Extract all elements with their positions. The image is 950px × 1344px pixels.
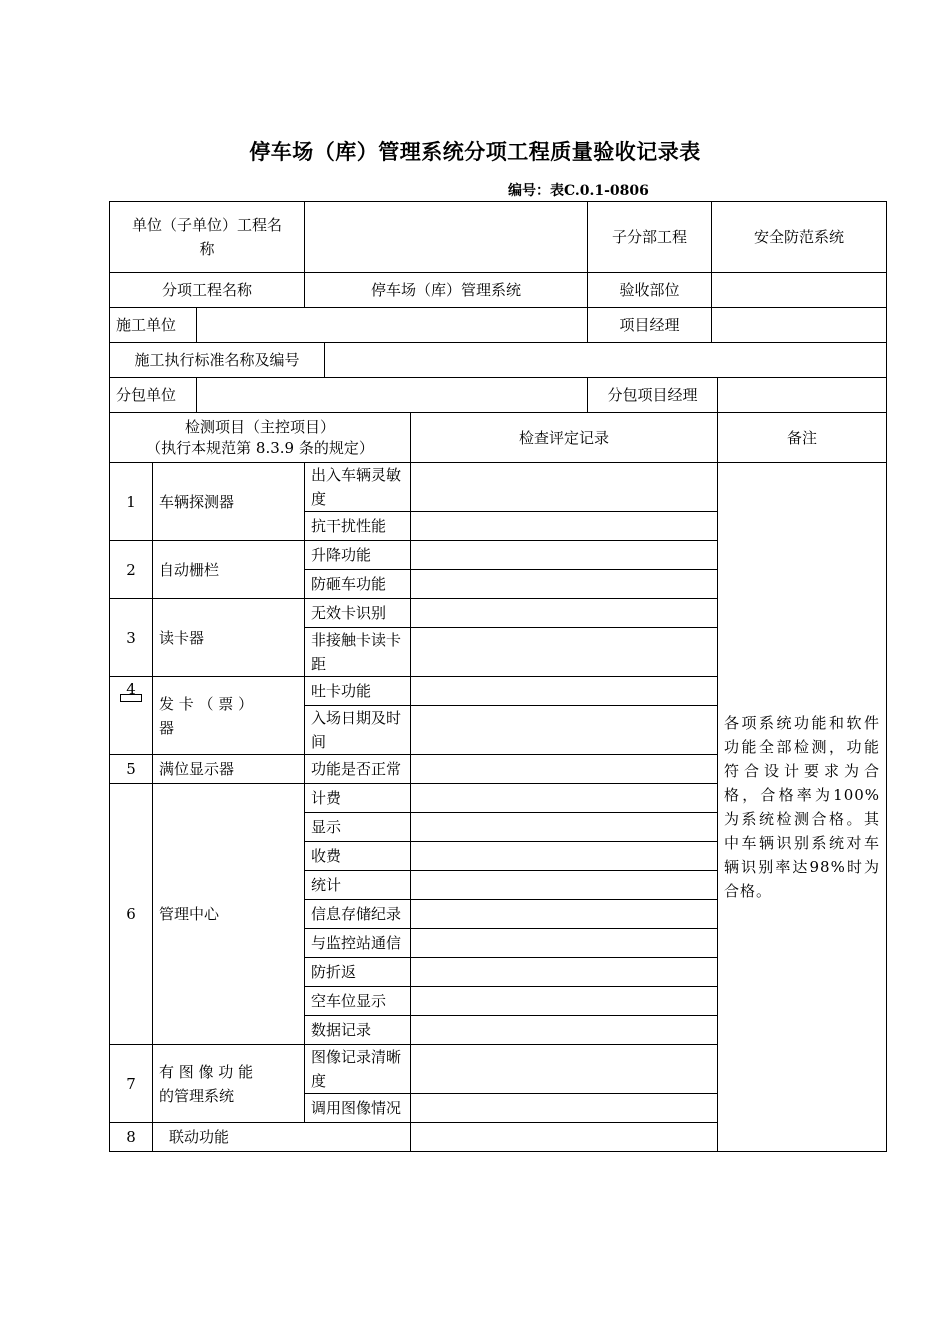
standard-label: 施工执行标准名称及编号	[110, 343, 325, 378]
unit-label-cell	[110, 202, 305, 273]
unit-row	[110, 202, 887, 273]
check-item: 升降功能	[305, 541, 411, 570]
check-item: 防折返	[305, 958, 411, 987]
item-value[interactable]: 停车场（库）管理系统	[305, 273, 588, 308]
pm-value[interactable]	[712, 308, 887, 343]
record-cell[interactable]	[411, 1123, 718, 1152]
record-cell[interactable]	[411, 599, 718, 628]
subcontractor-value[interactable]	[197, 378, 588, 413]
subcontractor-label: 分包单位	[110, 378, 197, 413]
check-item: 空车位显示	[305, 987, 411, 1016]
record-cell[interactable]	[411, 784, 718, 813]
record-cell[interactable]	[411, 842, 718, 871]
accept-part-value[interactable]	[712, 273, 887, 308]
record-cell[interactable]	[411, 463, 718, 512]
contractor-value[interactable]	[197, 308, 588, 343]
unit-label-line2: 称	[199, 240, 215, 258]
sub-division-label: 子分部工程	[588, 202, 712, 273]
sub-pm-value[interactable]	[718, 378, 887, 413]
record-cell[interactable]	[411, 958, 718, 987]
group-name: 车辆探测器	[153, 463, 305, 541]
record-cell[interactable]	[411, 871, 718, 900]
sub-pm-label: 分包项目经理	[588, 378, 718, 413]
check-item-header	[110, 413, 411, 463]
group-no-text: 4	[126, 680, 136, 698]
standard-row	[110, 343, 887, 378]
item-label: 分项工程名称	[110, 273, 305, 308]
remark-note: 各项系统功能和软件功能全部检测，功能符合设计要求为合格，合格率为100%为系统检测合格。其中车辆识别系统对车辆识别率达98%时为合格。	[718, 463, 887, 1152]
record-cell[interactable]	[411, 570, 718, 599]
record-cell[interactable]	[411, 541, 718, 570]
sub-division-value[interactable]: 安全防范系统	[712, 202, 887, 273]
pm-label: 项目经理	[588, 308, 712, 343]
standard-value[interactable]	[325, 343, 887, 378]
group-no	[110, 677, 153, 755]
group-no: 2	[110, 541, 153, 599]
group-no: 7	[110, 1045, 153, 1123]
group-name-line2: 的管理系统	[159, 1086, 235, 1105]
group-name	[153, 1045, 305, 1123]
record-cell[interactable]	[411, 1094, 718, 1123]
record-cell[interactable]	[411, 628, 718, 677]
form-code: 编号：表C.0.1-0806	[508, 183, 649, 199]
check-item: 显示	[305, 813, 411, 842]
accept-part-label: 验收部位	[588, 273, 712, 308]
check-item: 出入车辆灵敏度	[305, 463, 411, 512]
group-name: 满位显示器	[153, 755, 305, 784]
record-cell[interactable]	[411, 929, 718, 958]
group-name	[153, 677, 305, 755]
item-row	[110, 273, 887, 308]
check-item: 防砸车功能	[305, 570, 411, 599]
table-row	[110, 463, 887, 512]
group-no: 5	[110, 755, 153, 784]
unit-label-line1: 单位（子单位）工程名	[132, 216, 283, 234]
check-item: 与监控站通信	[305, 929, 411, 958]
group-no: 1	[110, 463, 153, 541]
group-name-line2: 器	[159, 718, 175, 737]
check-item: 数据记录	[305, 1016, 411, 1045]
record-cell[interactable]	[411, 1045, 718, 1094]
group-no: 3	[110, 599, 153, 677]
check-item: 入场日期及时间	[305, 706, 411, 755]
remark-header: 备注	[718, 413, 887, 463]
check-item: 信息存储纪录	[305, 900, 411, 929]
check-item: 统计	[305, 871, 411, 900]
check-item-header-line2: （执行本规范第 8.3.9 条的规定）	[146, 438, 374, 457]
check-item: 计费	[305, 784, 411, 813]
check-item: 图像记录清晰度	[305, 1045, 411, 1094]
check-item: 非接触卡读卡距	[305, 628, 411, 677]
record-cell[interactable]	[411, 677, 718, 706]
group-name: 管理中心	[153, 784, 305, 1045]
check-item: 吐卡功能	[305, 677, 411, 706]
unit-value-cell[interactable]	[305, 202, 588, 273]
group-name: 自动栅栏	[153, 541, 305, 599]
check-item: 功能是否正常	[305, 755, 411, 784]
check-item-header-line1: 检测项目（主控项目）	[185, 417, 336, 436]
record-cell[interactable]	[411, 512, 718, 541]
group-name: 联动功能	[153, 1123, 411, 1152]
acceptance-record-table	[109, 201, 887, 1152]
group-name-line1: 发 卡 （ 票 ）	[159, 694, 254, 713]
column-header-row	[110, 413, 887, 463]
contractor-label: 施工单位	[110, 308, 197, 343]
record-cell[interactable]	[411, 987, 718, 1016]
record-cell[interactable]	[411, 755, 718, 784]
record-header: 检查评定记录	[411, 413, 718, 463]
check-item: 调用图像情况	[305, 1094, 411, 1123]
check-item: 收费	[305, 842, 411, 871]
group-no: 8	[110, 1123, 153, 1152]
record-cell[interactable]	[411, 1016, 718, 1045]
group-name: 读卡器	[153, 599, 305, 677]
page-title: 停车场（库）管理系统分项工程质量验收记录表	[249, 139, 701, 164]
contractor-row	[110, 308, 887, 343]
check-item: 无效卡识别	[305, 599, 411, 628]
group-name-line1: 有 图 像 功 能	[159, 1062, 254, 1081]
subcontractor-row	[110, 378, 887, 413]
record-cell[interactable]	[411, 706, 718, 755]
record-cell[interactable]	[411, 813, 718, 842]
group-no: 6	[110, 784, 153, 1045]
check-item: 抗干扰性能	[305, 512, 411, 541]
record-cell[interactable]	[411, 900, 718, 929]
